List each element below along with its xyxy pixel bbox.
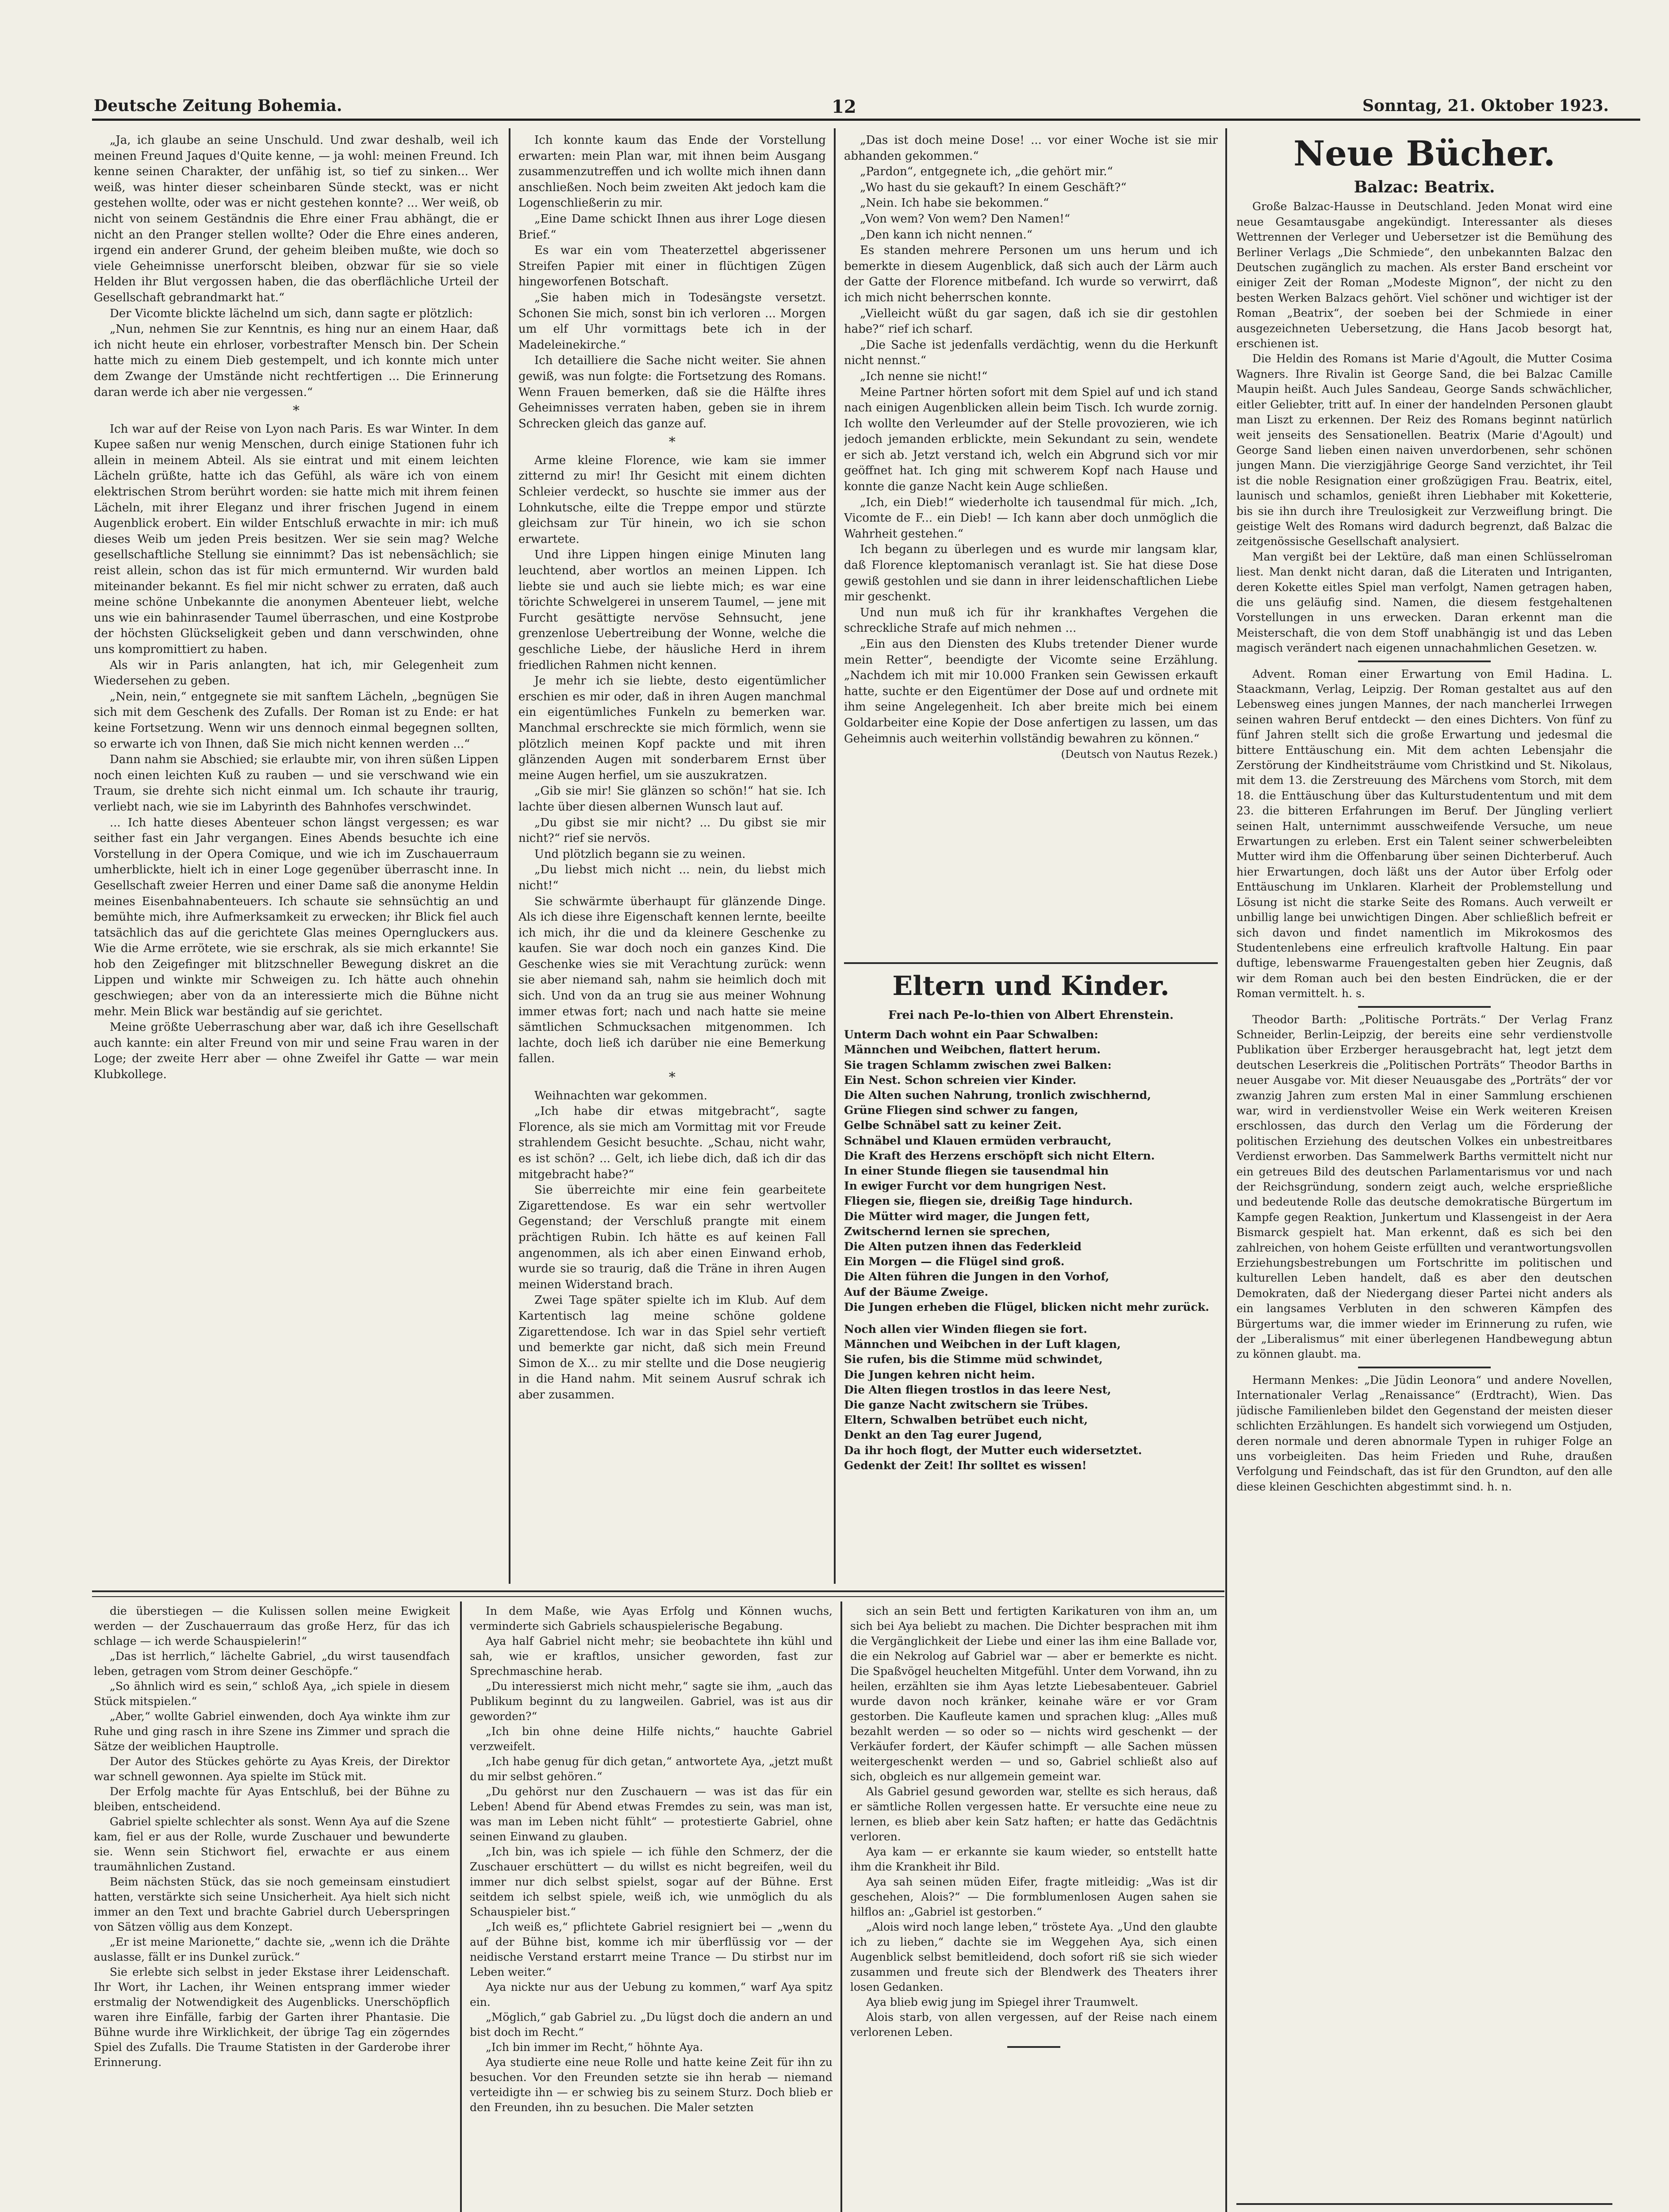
paragraph: Große Balzac-Hausse in Deutschland. Jeden Monat wird eine neue Gesamtausgabe angekündigt. Interessanter als dieses Wettrennen der Verleger und Uebersetzer ist die Bemühung des Berliner Verlags „Die Schmiede“, den unbekannten Balzac den Deutschen zugänglich zu machen. Als erster Band erscheint vor einiger Zeit der Roman „Modeste Mignon“, der nicht zu den besten Werken Balzacs gehört. Viel schöner und wichtiger ist der Roman „Beatrix“, der soeben bei der Schmiede in einer ausgezeichneten Uebersetzung, die Hans Jacob besorgt hat, erschienen ist. — [1236, 200, 1612, 350]
paragraph: Ich war auf der Reise von Lyon nach Paris. Es war Winter. In dem Kupee saßen nur wenig Menschen, durch einige Stationen fuhr ich allein in meinem Abteil. Als sie eintrat und mit einem leichten Lächeln grüßte, hatte ich das Gefühl, als wäre ich von einem elektrischen Strom berührt worden: sie hatte mich mit ihrem feinen Lächeln, mit ihrer Eleganz und ihrer frischen Jugend in einem Augenblick erobert. Ein wilder Entschluß erwachte in mir: ich muß dieses Weib um jeden Preis besitzen. Wer sie sein mag? Welche gesellschaftliche Stellung sie einnimmt? Das ist nebensächlich; sie reist allein, schon das ist für mich ermunternd. Wir wurden bald miteinander bekannt. Es fiel mir nicht schwer zu erraten, daß auch meine schöne Unbekannte die anonymen Abenteuer liebt, welche uns wie ein bahinrasender Taumel überraschen, und eine Kostprobe der höchsten Glückseligkeit geben und dann verschwinden, ohne uns kompromittiert zu haben. — [94, 422, 499, 656]
story-column-1 — [94, 133, 499, 1579]
paragraph: „Gib sie mir! Sie glänzen so schön!“ hat sie. Ich lachte über diesen albernen Wunsch laut auf. — [518, 784, 826, 814]
end-mark — [1007, 2046, 1060, 2048]
feuilleton-column-1 — [94, 1604, 450, 2212]
paragraph: Dann nahm sie Abschied; sie erlaubte mir, von ihren süßen Lippen noch einen leichten Kuß zu rauben — und sie verschwand wie ein Traum, sie drehte sich nicht einmal um. Ich schaute ihr traurig, verliebt nach, wie sie im Labyrinth des Bahnhofes verschwindet. — [94, 753, 499, 814]
poem-title: Eltern und Kinder. — [892, 971, 1170, 1002]
paragraph: „Wo hast du sie gekauft? In einem Geschäft?“ — [860, 180, 1127, 194]
column-rule — [840, 1601, 842, 2212]
paragraph: „Nun, nehmen Sie zur Kenntnis, es hing nur an einem Haar, daß ich nicht heute ein ehrloser, vorbestrafter Mensch bin. Der Schein hatte mich zu einem Dieb gestempelt, und ich konnte mich unter dem Zwange der Umstände nicht rechtfertigen ... Die Erinnerung daran werde ich aber nie vergessen.“ — [94, 323, 499, 399]
paragraph: Alois starb, von allen vergessen, auf der Reise nach einem verlorenen Leben. — [850, 2011, 1217, 2039]
poem-line: Gedenkt der Zeit! Ihr solltet es wissen! — [844, 1459, 1087, 1472]
paragraph: Ich konnte kaum das Ende der Vorstellung erwarten: mein Plan war, mit ihnen beim Ausgang zusammenzutreffen und ich wollte mich ihnen dann anschließen. Noch beim zweiten Akt jedoch kam die Logenschließerin zu mir. — [518, 134, 826, 210]
paragraph: Der Autor des Stückes gehörte zu Ayas Kreis, der Direktor war schnell gewonnen. Aya spielte im Stück mit. — [94, 1755, 450, 1783]
poem-line: Die ganze Nacht zwitschern sie Trübes. — [844, 1398, 1088, 1412]
column-rule — [509, 128, 510, 1584]
paragraph: Arme kleine Florence, wie kam sie immer zitternd zu mir! Ihr Gesicht mit einem dichten Schleier verdeckt, so huschte sie immer aus der Lohnkutsche, eilte die Treppe empor und stürzte gleichsam zur Tür hinein, wo ich sie schon erwartete. — [518, 453, 826, 546]
paragraph: „Ich bin immer im Recht,“ höhnte Aya. — [486, 2041, 703, 2054]
review-rule — [1358, 1367, 1491, 1368]
poem-line: In einer Stunde fliegen sie tausendmal hin — [844, 1164, 1109, 1178]
paragraph: „Sie haben mich in Todesängste versetzt. Schonen Sie mich, sonst bin ich verloren ... Morgen um elf Uhr vormittags bete ich in der Madeleinekirche.“ — [518, 291, 826, 352]
poem-line: Ein Nest. Schon schreien vier Kinder. — [844, 1073, 1077, 1087]
paragraph: Der Erfolg machte für Ayas Entschluß, bei der Bühne zu bleiben, entscheidend. — [94, 1785, 450, 1813]
paragraph: Als Gabriel gesund geworden war, stellte es sich heraus, daß er sämtliche Rollen vergessen hatte. Er versuchte eine neue zu lernen, es blieb aber kein Satz haften; er hatte das Gedächtnis verloren. — [850, 1785, 1217, 1843]
poem-line: Die Mütter wird mager, die Jungen fett, — [844, 1210, 1090, 1223]
paragraph: „Du liebst mich nicht ... nein, du liebst mich nicht!“ — [518, 863, 826, 892]
paragraph: „Ich bin ohne deine Hilfe nichts,“ hauchte Gabriel verzweifelt. — [470, 1725, 833, 1753]
paragraph: Gabriel spielte schlechter als sonst. Wenn Aya auf die Szene kam, fiel er aus der Rolle, wurde Zuschauer und bewunderte sie. Wenn sein Stichwort fiel, erwachte er aus einem traumähnlichen Zustand. — [94, 1815, 450, 1873]
paragraph: Aya sah seinen müden Eifer, fragte mitleidig: „Was ist dir geschehen, Alois?“ — Die formblumenlosen Augen sahen sie hilflos an: „Gabriel ist gestorben.“ — [850, 1875, 1217, 1918]
paragraph: Meine größte Ueberraschung aber war, daß ich ihre Gesellschaft auch kannte: ein alter Freund von mir und seine Frau waren in der Loge; der zweite Herr aber — ohne Zweifel ihr Gatte — war mein Klubkollege. — [94, 1021, 499, 1082]
poem-line: Sie tragen Schlamm zwischen zwei Balken: — [844, 1058, 1112, 1071]
poem-line: Noch allen vier Winden fliegen sie fort. — [844, 1323, 1087, 1336]
paragraph: „Ich weiß es,“ pflichtete Gabriel resigniert bei — „wenn du auf der Bühne bist, komme ich mir überflüssig vor — der neidische Verstand erstarrt meine Trance — Du stirbst nur im Leben weiter.“ — [470, 1920, 833, 1978]
poem-line: Männchen und Weibchen in der Luft klagen, — [844, 1338, 1121, 1351]
poem-line: Die Alten führen die Jungen in den Vorhof, — [844, 1270, 1109, 1283]
poem-line: Die Alten suchen Nahrung, tronlich zwischhernd, — [844, 1089, 1151, 1102]
book-reviews-column — [1236, 133, 1612, 2199]
paragraph: „Alois wird noch lange leben,“ tröstete Aya. „Und den glaubte ich zu lieben,“ dachte sie im Weggehen Aya, sich einen Augenblick selbst bemitleidend, doch sofort riß sie sich wieder zusammen und freute sich der Blendwerk des Theaters ihrer losen Gedanken. — [850, 1920, 1217, 1993]
column-rule — [834, 128, 836, 1584]
poem-subtitle: Frei nach Pe-lo-thien von Albert Ehrenstein. — [888, 1009, 1174, 1022]
poem-line: Unterm Dach wohnt ein Paar Schwalben: — [844, 1028, 1098, 1041]
masthead-left: Deutsche Zeitung Bohemia. — [94, 96, 342, 115]
paragraph: Als wir in Paris anlangten, hat ich, mir Gelegenheit zum Wiedersehen zu geben. — [94, 658, 499, 688]
paragraph: Je mehr ich sie liebte, desto eigentümlicher erschien es mir oder, daß in ihren Augen manchmal ein eigentümliches Funkeln zu bemerken war. Manchmal erschreckte sie mich förmlich, wenn sie plötzlich meinen Kopf packte und mit ihren glänzenden Augen mit sonderbarem Ernst über meine Augen herfiel, um sie auszukratzen. — [518, 674, 826, 782]
paragraph: Hermann Menkes: „Die Jüdin Leonora“ und andere Novellen, Internationaler Verlag „Renaissance“ (Erdtracht), Wien. Das jüdische Familienleben bildet den Gegenstand der meisten dieser schlichten Erzählungen. Es handelt sich vorwiegend um Ostjuden, deren normale und deren abnormale Typen in ruhiger Folge an uns vorbeigleiten. Das heim Frieden und Ruhe, draußen Verfolgung und Feindschaft, das ist für den Grundton, auf den alle diese kleinen Geschichten abgestimmt sind. h. n. — [1236, 1373, 1612, 1493]
poem-line: Die Jungen erheben die Flügel, blicken nicht mehr zurück. — [844, 1300, 1209, 1313]
paragraph: „Nein, nein,“ entgegnete sie mit sanftem Lächeln, „begnügen Sie sich mit dem Geschenk des Zufalls. Der Roman ist zu Ende: er hat keine Fortsetzung. Wenn wir uns dennoch einmal begegnen sollten, so erwarte ich von Ihnen, daß Sie mich nicht kennen werden ...“ — [94, 690, 499, 751]
paragraph: Und ihre Lippen hingen einige Minuten lang leuchtend, aber wortlos an meinen Lippen. Ich liebte sie und auch sie liebte mich; es war eine törichte Schwelgerei in unserem Taumel, — jene mit Furcht gesättigte nervöse Sehnsucht, jene grenzenlose Uebertreibung der Wonne, welche die geschliche Liebe, der häusliche Herd in ihrem friedlichen Rahmen nicht kennen. — [518, 548, 826, 672]
paragraph: In dem Maße, wie Ayas Erfolg und Können wuchs, verminderte sich Gabriels schauspielerische Begabung. — [470, 1605, 833, 1632]
paragraph: „Vielleicht wüßt du gar sagen, daß ich sie dir gestohlen habe?“ rief ich scharf. — [844, 307, 1218, 336]
paragraph: „Von wem? Von wem? Den Namen!“ — [860, 212, 1070, 226]
paragraph: Zwei Tage später spielte ich im Klub. Auf dem Kartentisch lag meine schöne goldene Zigarettendose. Ich war in das Spiel sehr vertieft und bemerkte gar nicht, daß sich mein Freund Simon de X... zu mir stellte und die Dose neugierig in die Hand nahm. Mit seinem Ausruf schrak ich aber zusammen. — [518, 1294, 826, 1402]
header-date: Sonntag, 21. Oktober 1923. — [1362, 96, 1609, 115]
poem-line: Die Jungen kehren nicht heim. — [844, 1368, 1035, 1381]
paragraph: „Das ist doch meine Dose! ... vor einer Woche ist sie mir abhanden gekommen.“ — [844, 134, 1218, 163]
paragraph: Man vergißt bei der Lektüre, daß man einen Schlüsselroman liest. Man denkt nicht daran, daß die Literaten und Intriganten, deren Kokette eitles Spiel man verfolgt, Namen getragen haben, die uns geläufig sind. Namen, die diesem festgehaltenen Vorstellungen in uns erwecken. Daran erkennt man die Meisterschaft, die von dem Stoff unabhängig ist und das Leben magisch verändert nach eigenen unnachahmlichen Gesetzen. w. — [1236, 550, 1612, 655]
books-subtitle: Balzac: Beatrix. — [1354, 178, 1495, 196]
paragraph: „So ähnlich wird es sein,“ schloß Aya, „ich spiele in diesem Stück mitspielen.“ — [94, 1680, 450, 1708]
paragraph: Es standen mehrere Personen um uns herum und ich bemerkte in diesem Augenblick, daß sich auch der Lärm auch der Gatte der Florence mitbefand. Ich wurde so verwirrt, daß ich mich nicht beherrschen konnte. — [844, 244, 1218, 304]
paragraph: Sie erlebte sich selbst in jeder Ekstase ihrer Leidenschaft. Ihr Wort, ihr Lachen, ihr Weinen entsprang immer wieder erstmalig der Notwendigkeit des Augenblicks. Unerschöpflich waren ihre Einfälle, farbig der Garten ihrer Phantasie. Die Bühne wurde ihre Wirklichkeit, der übrige Tag ein zögerndes Spiel des Zufalls. Die Traume Statisten in der Garderobe ihrer Erinnerung. — [94, 1966, 450, 2069]
feuilleton-column-3 — [850, 1604, 1217, 2212]
poem-line: Schnäbel und Klauen ermüden verbraucht, — [844, 1134, 1112, 1147]
section-divider: * — [669, 434, 675, 450]
column-rule — [460, 1601, 462, 2212]
paragraph: „Ja, ich glaube an seine Unschuld. Und zwar deshalb, weil ich meinen Freund Jaques d'Quite kenne, — ja wohl: meinen Freund. Ich kenne seinen Charakter, der unfähig ist, so tief zu sinken... Wer weiß, was hinter dieser scheinbaren Sünde steckt, was er nicht gestehen wollte, oder was er nicht gestehen konnte? ... Wer weiß, ob nicht von seinem Geständnis die Ehre einer Frau abhängt, die er nicht an den Pranger stellen wollte? Oder die Ehre eines anderen, irgend ein anderer Grund, der geheim bleiben mußte, wie doch so viele Geheimnisse unerforscht bleiben, obzwar für sie so viele Helden ihr Blut vergossen haben, die das oberflächliche Urteil der Gesellschaft gebrandmarkt hat.“ — [94, 134, 499, 304]
paragraph: „Pardon“, entgegnete ich, „die gehört mir.“ — [860, 165, 1113, 179]
paragraph: Der Vicomte blickte lächelnd um sich, dann sagte er plötzlich: — [110, 307, 473, 320]
paragraph: Aya nickte nur aus der Uebung zu kommen,“ warf Aya spitz ein. — [470, 1981, 833, 2008]
paragraph: Die Heldin des Romans ist Marie d'Agoult, die Mutter Cosima Wagners. Ihre Rivalin ist George Sand, die bei Balzac Camille Maupin heißt. Auch Jules Sandeau, George Sands schwächlicher, eitler Geliebter, tritt auf. In einer der handelnden Personen glaubt man Liszt zu erkennen. Der Reiz des Romans beginnt natürlich weit jenseits des Sensationellen. Beatrix (Marie d'Agoult) und George Sand lieben einen naiven unverdorbenen, sehr schönen jungen Mann. Die vierzigjährige George Sand verzichtet, ihr Teil ist die noble Resignation einer großzügigen Frau. Beatrix, eitel, launisch und schamlos, genießt ihren Liebhaber mit Koketterie, bis sie ihn durch ihre Treulosigkeit zur Verzweiflung bringt. Die geistige Welt des Romans wird dadurch begrenzt, daß Balzac die zeitgenössische Gesellschaft analysiert. — [1236, 352, 1612, 548]
poem-line: In ewiger Furcht vor dem hungrigen Nest. — [844, 1179, 1106, 1193]
paragraph: Aya studierte eine neue Rolle und hatte keine Zeit für ihn zu besuchen. Vor den Freunden setzte sie ihn herab — niemand verteidigte ihn — er schwieg bis zu seinem Sturz. Doch blieb er den Freunden, ihn zu besuchen. Die Maler setzten — [470, 2056, 833, 2114]
section-rule — [844, 962, 1218, 964]
paragraph: „Möglich,“ gab Gabriel zu. „Du lügst doch die andern an und bist doch im Recht.“ — [470, 2011, 833, 2039]
paragraph: Weihnachten war gekommen. — [534, 1089, 708, 1102]
poem-line: Zwitschernd lernen sie sprechen, — [844, 1225, 1051, 1238]
paragraph: Beim nächsten Stück, das sie noch gemeinsam einstudiert hatten, verstärkte sich seine Unsicherheit. Aya hielt sich nicht immer an den Text und brachte Gabriel durch Ueberspringen von Sätzen völlig aus dem Konzept. — [94, 1875, 450, 1933]
poem-line: Die Kraft des Herzens erschöpft sich nicht Eltern. — [844, 1149, 1155, 1162]
translator-credit: (Deutsch von Nautus Rezek.) — [1061, 748, 1218, 761]
paragraph: „Er ist meine Marionette,“ dachte sie, „wenn ich die Drähte auslasse, fällt er ins Dunkel zurück.“ — [94, 1936, 450, 1963]
poem-line: Männchen und Weibchen, flattert herum. — [844, 1043, 1101, 1056]
poem-section — [844, 969, 1218, 1579]
paragraph: ... Ich hatte dieses Abenteuer schon längst vergessen; es war seither fast ein Jahr vergangen. Eines Abends besuchte ich eine Vorstellung in der Opera Comique, und wie ich im Zuschauerraum umherblickte, hielt ich in einer Loge gegenüber überrascht inne. In Gesellschaft zweier Herren und einer Dame saß die anonyme Heldin meines Eisenbahnabenteuers. Ich schaute sie sehnsüchtig an und bemühte mich, ihre Aufmerksamkeit zu erwecken; ihr Blick fiel auch tatsächlich das auf die gerichtete Glas meines Operngluckers aus. Wie die Arme errötete, wie sie erschrak, als sie mich erkannte! Sie hob den Zeigefinger mit blitzschneller Bewegung diskret an die Lippen und winkte mir Schweigen zu. Ich hätte auch ohnehin geschwiegen; aber von da an interessierte mich die Bühne nicht mehr. Mein Blick war beständig auf sie gerichtet. — [94, 816, 499, 1018]
paragraph: „Das ist herrlich,“ lächelte Gabriel, „du wirst tausendfach leben, getragen vom Strom deiner Geschöpfe.“ — [94, 1650, 450, 1678]
story-column-3 — [844, 133, 1218, 956]
paragraph: Aya half Gabriel nicht mehr; sie beobachtete ihn kühl und sah, wie er kraftlos, unsicher geworden, fast zur Sprechmaschine herab. — [470, 1635, 833, 1678]
poem-line: Sie rufen, bis die Stimme müd schwindet, — [844, 1353, 1103, 1366]
books-title: Neue Bücher. — [1293, 134, 1555, 174]
poem-line: Fliegen sie, fliegen sie, dreißig Tage hindurch. — [844, 1194, 1133, 1208]
paragraph: „Du gibst sie mir nicht? ... Du gibst sie mir nicht?“ rief sie nervös. — [518, 816, 826, 845]
paragraph: „Ein aus den Diensten des Klubs tretender Diener wurde mein Retter“, beendigte der Vicomte seine Erzählung. „Nachdem ich mit mir 10.000 Franken sein Gewissen erkauft hatte, suchte er den Eigentümer der Dose auf und ordnete mit ihm seine Angelegenheit. Ich aber breite mich bei einem Goldarbeiter eine Kopie der Dose anfertigen zu lassen, um das Geheimnis auch weiterhin vollständig bewahren zu können.“ — [844, 637, 1218, 745]
paragraph: „Du interessierst mich nicht mehr,“ sagte sie ihm, „auch das Publikum beginnt du zu langweilen. Gabriel, was ist aus dir geworden?“ — [470, 1680, 833, 1723]
paragraph: „Ich, ein Dieb!“ wiederholte ich tausendmal für mich. „Ich, Vicomte de F... ein Dieb! — Ich kann aber doch unmöglich die Wahrheit gestehen.“ — [844, 495, 1218, 541]
paragraph: „Die Sache ist jedenfalls verdächtig, wenn du die Herkunft nicht nennst.“ — [844, 338, 1218, 368]
paragraph: Und plötzlich begann sie zu weinen. — [534, 847, 746, 861]
feuilleton-rule-thin — [92, 1596, 1224, 1597]
paragraph: Aya kam — er erkannte sie kaum wieder, so entstellt hatte ihm die Krankheit ihr Bild. — [850, 1845, 1217, 1873]
review-rule — [1358, 661, 1491, 662]
column-rule — [1225, 128, 1227, 2212]
paragraph: „Den kann ich nicht nennen.“ — [860, 228, 1032, 242]
poem-line: Auf der Bäume Zweige. — [844, 1285, 989, 1298]
paragraph: Theodor Barth: „Politische Porträts.“ Der Verlag Franz Schneider, Berlin-Leipzig, der bereits eine sehr verdienstvolle Publikation über Erzberger herausgebracht hat, legt jetzt dem deutschen Leserkreis die „Politischen Porträts“ Theodor Barths in neuer Ausgabe vor. Mit dieser Neuausgabe des „Porträts“ der vor zwanzig Jahren zum ersten Mal in einer Sammlung erschienen war, wird in verdienstvoller Weise ein Werk weiteren Kreisen erschlossen, das durch den Verlag um die Förderung der politischen Erziehung des deutschen Volkes ein unbestreitbares Verdienst erworben. Das Sammelwerk Barths vermittelt nicht nur ein getreues Bild des deutschen Parlamentarismus vor und nach der Reichsgründung, sondern zeigt auch, welche ersprießliche und bedeutende Rolle das deutsche demokratische Bürgertum im Kampfe gegen Reaktion, Junkertum und Klassengeist in der Aera Bismarck gespielt hat. Man erkennt, daß es sich bei den zahlreichen, von hohem Geiste erfüllten und verantwortungsvollen Erziehungsbestrebungen um Fortschritte im politischen und kulturellen Leben handelt, daß es aber den deutschen Demokraten, daß der Niedergang dieser Partei nicht anders als ein langsames Verbluten in den schweren Kämpfen des Bürgertums war, die immer wieder im Erinnerung zu rufen, wie der „Liberalismus“ mit einer überlegenen Handbewegung abtun zu können glaubt. ma. — [1236, 1013, 1612, 1361]
section-divider: * — [669, 1070, 675, 1086]
poem-line: Gelbe Schnäbel satt zu keiner Zeit. — [844, 1119, 1062, 1132]
story-column-2 — [518, 133, 826, 1579]
paragraph: „Aber,“ wollte Gabriel einwenden, doch Aya winkte ihm zur Ruhe und ging rasch in ihre Szene ins Zimmer und sprach die Sätze der weiblichen Hauptrolle. — [94, 1710, 450, 1753]
paragraph: „Eine Dame schickt Ihnen aus ihrer Loge diesen Brief.“ — [518, 212, 826, 242]
poem-line: Die Alten fliegen trostlos in das leere Nest, — [844, 1383, 1111, 1396]
paragraph: „Nein. Ich habe sie bekommen.“ — [860, 196, 1049, 210]
poem-line: Die Alten putzen ihnen das Federkleid — [844, 1240, 1082, 1253]
paragraph: Ich begann zu überlegen und es wurde mir langsam klar, daß Florence kleptomanisch veranlagt ist. Sie hat diese Dose gewiß gestohlen und sie dann in ihrer leidenschaftlichen Liebe mir geschenkt. — [844, 543, 1218, 604]
review-rule — [1358, 1006, 1491, 1008]
page-number: 12 — [832, 96, 856, 117]
paragraph: Es war ein vom Theaterzettel abgerissener Streifen Papier mit einer in flüchtigen Zügen hingeworfenen Botschaft. — [518, 244, 826, 289]
paragraph: „Ich bin, was ich spiele — ich fühle den Schmerz, der die Zuschauer erschüttert — du willst es nicht begreifen, weil du immer nur dich selbst spielst, sogar auf der Bühne. Erst seitdem ich selbst spiele, weiß ich, wie unmöglich du als Schauspieler bist.“ — [470, 1845, 833, 1918]
paragraph: „Du gehörst nur den Zuschauern — was ist das für ein Leben! Abend für Abend etwas Fremdes zu sein, was man ist, was man im Leben nicht fühlt“ — protestierte Gabriel, ohne seinen Einwand zu glauben. — [470, 1785, 833, 1843]
poem-line: Denkt an den Tag eurer Jugend, — [844, 1429, 1043, 1442]
paragraph: Ich detailliere die Sache nicht weiter. Sie ahnen gewiß, was nun folgte: die Fortsetzung des Romans. Wenn Frauen bemerken, daß sie die Hälfte ihres Geheimnisses verraten haben, geben sie in ihrem Schrecken gleich das ganze auf. — [518, 354, 826, 430]
paragraph: Advent. Roman einer Erwartung von Emil Hadina. L. Staackmann, Verlag, Leipzig. Der Roman gestaltet aus auf den Lebensweg eines jungen Mannes, der nach mancherlei Irrwegen seinen wahren Beruf entdeckt — den eines Dichters. Von fünf zu fünf Jahren stellt sich die große Erwartung und jedesmal die bittere Enttäuschung ein. Mit dem achten Lebensjahr die Zerstörung der Kindheitsträume vom Christkind und St. Nikolaus, mit dem 13. die Zerstreuung des Märchens vom Storch, mit dem 18. die Enttäuschung über das Kulturstudententum und mit dem 23. die bitteren Erfahrungen im Beruf. Der Jüngling verliert seinen Halt, unternimmt ausschweifende Versuche, um neue Erwartungen zu erleben. Erst ein Talent seiner schwerbeleibten Mutter wird ihm die Offenbarung über seinen Dichterberuf. Auch hier Erwartungen, doch läßt uns der Autor über Erfolg oder Enttäuschung im Unklaren. Klarheit der Problemstellung und Lösung ist nicht die starke Seite des Romans. Auch verweilt er unbillig lange bei unwichtigen Dingen. Aber schließlich befreit er sich davon und findet namentlich im Mikrokosmos des Studentenlebens eine erfreulich kraftvolle Haltung. Ein paar duftige, lebenswarme Frauengestalten geben hier Zeugnis, daß wir dem Roman auch bei den besten Eindrücken, die er der Roman vermittelt. h. s. — [1236, 667, 1612, 1000]
feuilleton-rule — [92, 1590, 1224, 1592]
paragraph: „Ich habe genug für dich getan,“ antwortete Aya, „jetzt mußt du mir selbst gehören.“ — [470, 1755, 833, 1783]
paragraph: die überstiegen — die Kulissen sollen meine Ewigkeit werden — der Zuschauerraum das große Herz, für das ich schlage — ich werde Schauspielerin!“ — [94, 1605, 450, 1647]
paragraph: „Ich habe dir etwas mitgebracht“, sagte Florence, als sie mich am Vormittag mit vor Freude strahlendem Gesicht besuchte. „Schau, nicht wahr, es ist schön? ... Gelt, ich liebe dich, daß ich dir das mitgebracht habe?“ — [518, 1105, 826, 1181]
paragraph: Aya blieb ewig jung im Spiegel ihrer Traumwelt. — [866, 1996, 1139, 2008]
paragraph: Meine Partner hörten sofort mit dem Spiel auf und ich stand nach einigen Augenblicken allein beim Tisch. Ich wurde zornig. Ich wollte den Verleumder auf der Stelle provozieren, wie ich jedoch jemanden erblickte, mein Sekundant zu sein, wendete er sich ab. Jetzt verstand ich, welch ein Abgrund sich vor mir geöffnet hat. Ich ging mit schwerem Kopf nach Hause und konnte die ganze Nacht kein Auge schließen. — [844, 385, 1218, 494]
poem-line: Eltern, Schwalben betrübet euch nicht, — [844, 1413, 1088, 1427]
poem-lines — [844, 1027, 1218, 1473]
paragraph: Sie überreichte mir eine fein gearbeitete Zigarettendose. Es war ein sehr wertvoller Gegenstand; der Verschluß prangte mit einem prächtigen Rubin. Ich hätte es auf keinen Fall angenommen, als ich aber einen Einwand erhob, wurde sie so traurig, daß die Träne in ihren Augen meinen Widerstand brach. — [518, 1183, 826, 1291]
paragraph: Sie schwärmte überhaupt für glänzende Dinge. Als ich diese ihre Eigenschaft kennen lernte, beeilte ich mich, ihr die und da kleinere Geschenke zu kaufen. Sie war doch noch ein ganzes Kind. Die Geschenke wies sie mit Verachtung zurück: wenn sie aber niemand sah, nahm sie heimlich doch mit sich. Und von da an trug sie aus meiner Wohnung immer etwas fort; nach und nach hatte sie meine sämtlichen Schmucksachen mitgenommen. Ich lachte, doch ließ ich darüber nie eine Bemerkung fallen. — [518, 895, 826, 1066]
poem-line: Da ihr hoch flogt, der Mutter euch widersetztet. — [844, 1444, 1142, 1457]
note-rule — [1236, 2203, 1612, 2205]
paragraph: sich an sein Bett und fertigten Karikaturen von ihm an, um sich bei Aya beliebt zu machen. Die Dichter besprachen mit ihm die Vergänglichkeit der Liebe und einer las ihm eine Ballade vor, die ein Nekrolog auf Gabriel war — aber er bemerkte es nicht. Die Spaßvögel heuchelten Mitgefühl. Unter dem Vorwand, ihn zu heilen, erzählten sie ihm Ayas letzte Liebesabenteuer. Gabriel wurde davon noch kränker, keinahe wäre er vor Gram gestorben. Die Kaufleute kamen und sprachen klug: „Alles muß bezahlt werden — so oder so — nichts wird geschenkt — der Verkäufer fordert, der Käufer schimpft — alle Sachen müssen weitergeschenkt werden — und so, Gabriel schließt also auf sich, obgleich es nur allgemein gemeint war. — [850, 1605, 1217, 1783]
poem-line: Grüne Fliegen sind schwer zu fangen, — [844, 1104, 1078, 1117]
feuilleton-column-2 — [470, 1604, 833, 2212]
poem-line: Ein Morgen — die Flügel sind groß. — [844, 1255, 1065, 1268]
section-divider: * — [293, 403, 299, 419]
header-rule — [92, 119, 1640, 121]
paragraph: „Ich nenne sie nicht!“ — [860, 369, 988, 383]
paragraph: Und nun muß ich für ihr krankhaftes Vergehen die schreckliche Strafe auf mich nehmen ... — [844, 606, 1218, 635]
